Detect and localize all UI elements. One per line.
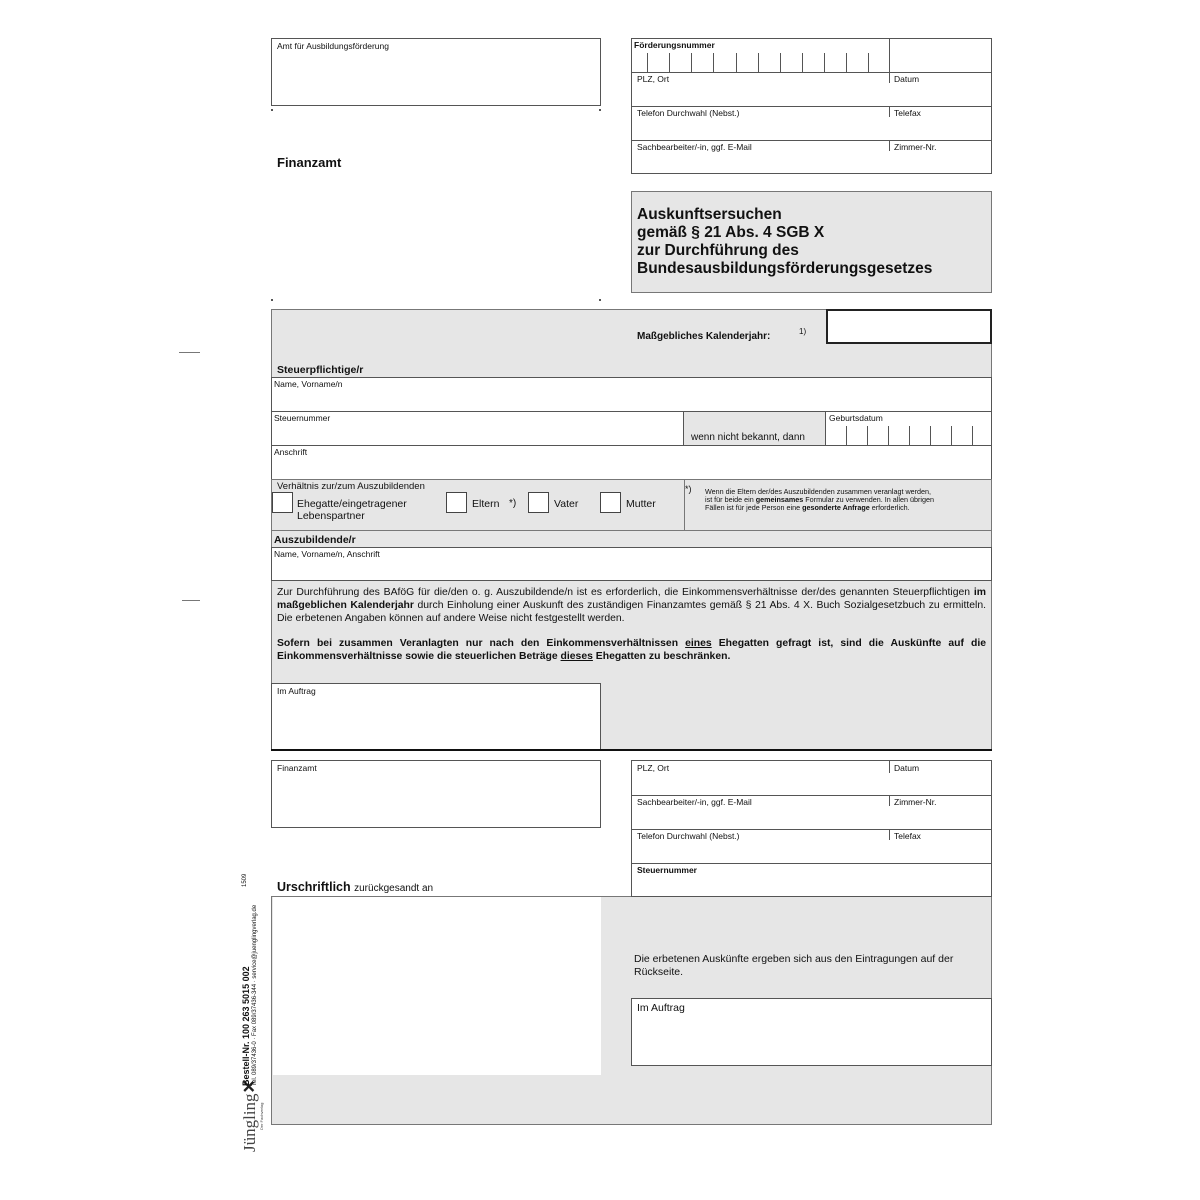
return-telefon-label: Telefon Durchwahl (Nebst.) bbox=[637, 831, 740, 841]
option-vater: Vater bbox=[554, 498, 579, 510]
footnote-line-2: ist für beide ein gemeinsames Formular zu verwenden. In allen übrigen bbox=[705, 495, 934, 505]
steuernummer-field[interactable] bbox=[271, 411, 684, 446]
telefon-label: Telefon Durchwahl (Nebst.) bbox=[637, 108, 740, 118]
urschriftlich-line bbox=[277, 880, 433, 894]
form-code: 1509 bbox=[242, 873, 248, 887]
kalenderjahr-input[interactable] bbox=[826, 309, 992, 344]
title-line-2: gemäß § 21 Abs. 4 SGB X bbox=[637, 224, 825, 241]
paragraph-2: Sofern bei zusammen Veranlagten nur nach den Einkommensverhältnissen eines Ehegatten gefragt ist, sind die Auskünfte auf die Einkommensverhältnisse sowie die steuerlichen Beträge dieses Ehegatten zu beschränken. bbox=[277, 638, 986, 662]
auszubildende-label: Name, Vorname/n, Anschrift bbox=[274, 549, 380, 559]
footnote-text bbox=[705, 488, 989, 513]
option-mutter: Mutter bbox=[626, 498, 656, 510]
title-line-3: zur Durchführung des bbox=[637, 242, 799, 259]
anschrift-label: Anschrift bbox=[274, 447, 308, 457]
return-address-window[interactable] bbox=[273, 897, 601, 1075]
checkbox-ehegatte[interactable] bbox=[272, 492, 293, 513]
footnote-line-1: Wenn die Eltern der/des Auszubildenden zusammen veranlagt werden, bbox=[705, 487, 932, 496]
option-eltern: Eltern bbox=[472, 498, 500, 510]
return-sachbearbeiter-label: Sachbearbeiter/-in, ggf. E-Mail bbox=[637, 797, 752, 807]
publisher-sub: Der Fachverlag bbox=[259, 1102, 264, 1130]
zimmer-label: Zimmer-Nr. bbox=[894, 142, 937, 152]
urschriftlich-bold: Urschriftlich bbox=[277, 880, 351, 894]
publisher-mark-icon: ✕ bbox=[240, 1079, 259, 1094]
footnote-mark: *) bbox=[685, 484, 692, 494]
name-label: Name, Vorname/n bbox=[274, 379, 343, 389]
foerderungsnummer-label: Förderungsnummer bbox=[634, 40, 715, 50]
checkbox-eltern[interactable] bbox=[446, 492, 467, 513]
wenn-nicht-bekannt: wenn nicht bekannt, dann bbox=[691, 432, 805, 443]
steuerpflichtige-heading: Steuerpflichtige/r bbox=[277, 364, 364, 376]
plz-ort-label: PLZ, Ort bbox=[637, 74, 670, 84]
telefax-label: Telefax bbox=[894, 108, 921, 118]
geburtsdatum-label: Geburtsdatum bbox=[829, 413, 883, 423]
sachbearbeiter-label: Sachbearbeiter/-in, ggf. E-Mail bbox=[637, 142, 752, 152]
title-box bbox=[631, 191, 992, 293]
publisher-logo bbox=[240, 1079, 260, 1152]
amt-box[interactable] bbox=[271, 38, 601, 106]
im-auftrag-label: Im Auftrag bbox=[277, 686, 316, 696]
verhaeltnis-label: Verhältnis zur/zum Auszubildenden bbox=[277, 481, 425, 492]
title-line-1: Auskunftsersuchen bbox=[637, 206, 782, 223]
checkbox-vater[interactable] bbox=[528, 492, 549, 513]
header-grid bbox=[631, 38, 992, 174]
return-telefax-label: Telefax bbox=[894, 831, 921, 841]
title-line-4: Bundesausbildungsförderungsgesetzes bbox=[637, 260, 933, 277]
amt-label: Amt für Ausbildungsförderung bbox=[277, 41, 389, 51]
return-im-auftrag-label: Im Auftrag bbox=[637, 1002, 685, 1014]
return-finanzamt-box[interactable] bbox=[271, 760, 601, 828]
option-eltern-mark: *) bbox=[509, 498, 517, 509]
datum-label: Datum bbox=[894, 74, 920, 84]
geburtsdatum-field[interactable] bbox=[825, 411, 992, 446]
return-zimmer-label: Zimmer-Nr. bbox=[894, 797, 937, 807]
option-ehegatte bbox=[297, 498, 407, 522]
return-steuernummer-label: Steuernummer bbox=[637, 865, 697, 875]
auszubildende-field[interactable] bbox=[271, 547, 992, 581]
paragraph-1: Zur Durchführung des BAföG für die/den o. g. Auszubildende/n ist es erforderlich, die Einkommensverhältnisse der/des genannten Steuerpflichtigen im maßgeblichen Kalenderjahr durch Einholung einer Auskunft des zuständigen Finanzamtes gemäß § 21 Abs. 4 X. Buch Sozialgesetzbuch zu ermitteln. Die erbetenen Angaben können auf andere Weise nicht festgestellt werden. bbox=[277, 587, 986, 624]
urschriftlich-rest: zurückgesandt an bbox=[354, 883, 434, 894]
name-field[interactable] bbox=[271, 377, 992, 412]
auszubildende-heading: Auszubildende/r bbox=[274, 534, 356, 546]
footnote-line-3: Fällen ist für jede Person eine gesonderte Anfrage erforderlich. bbox=[705, 503, 910, 513]
bestell-nr: Bestell-Nr. 100 263 5015 002 bbox=[241, 966, 251, 1086]
return-im-auftrag-field[interactable] bbox=[631, 998, 992, 1066]
option-ehegatte-line-1: Ehegatte/eingetragener bbox=[297, 498, 407, 510]
return-plz-label: PLZ, Ort bbox=[637, 763, 670, 773]
steuernummer-label: Steuernummer bbox=[274, 413, 331, 423]
im-auftrag-field[interactable] bbox=[271, 683, 601, 750]
checkbox-mutter[interactable] bbox=[600, 492, 621, 513]
option-ehegatte-line-2: Lebenspartner bbox=[297, 510, 365, 522]
return-grid bbox=[631, 760, 992, 897]
foerderungsnummer-field[interactable] bbox=[632, 51, 889, 72]
anschrift-field[interactable] bbox=[271, 445, 992, 480]
erbetene-text: Die erbetenen Auskünfte ergeben sich aus den Eintragungen auf der Rückseite. bbox=[634, 953, 954, 978]
kalenderjahr-note: 1) bbox=[799, 327, 807, 336]
kalenderjahr-label: Maßgebliches Kalenderjahr: bbox=[637, 331, 771, 342]
return-datum-label: Datum bbox=[894, 763, 920, 773]
return-finanzamt-label: Finanzamt bbox=[277, 763, 317, 773]
section-separator bbox=[271, 749, 992, 751]
publisher-name: Jüngling bbox=[240, 1093, 259, 1152]
contact-info: Tel. 089/37436-0 · Fax 089/37436-344 · service@juenglingverlag.de bbox=[252, 904, 258, 1086]
recipient-finanzamt: Finanzamt bbox=[277, 155, 342, 170]
